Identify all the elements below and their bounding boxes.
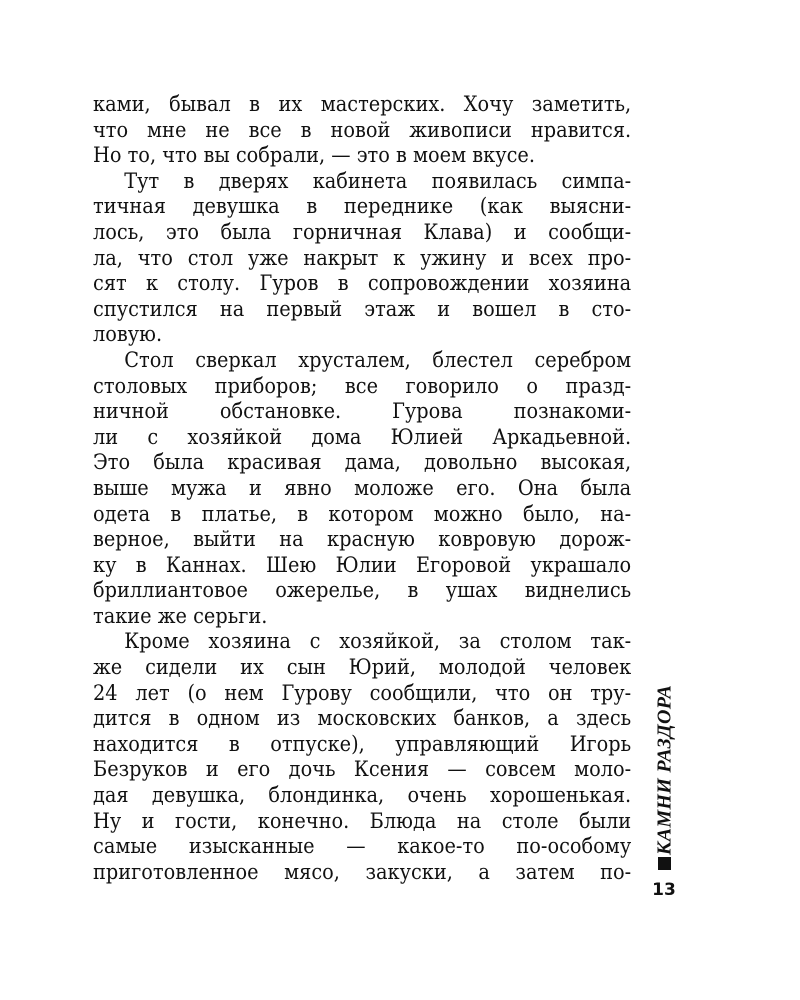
running-title-text: КАМНИ РАЗДОРА — [653, 684, 676, 856]
text-line-17: одета в платье, в котором можно было, на- — [93, 501, 632, 526]
square-marker-icon — [658, 857, 671, 870]
text-line-16: выше мужа и явно моложе его. Она была — [93, 475, 632, 500]
text-line-13: ничной обстановке. Гурова познакоми- — [93, 399, 632, 424]
page-body-text — [93, 92, 631, 885]
text-line-30: самые изысканные — какое-то по-особому — [93, 834, 632, 859]
text-line-22: Кроме хозяина с хозяйкой, за столом так- — [124, 629, 632, 654]
text-line-27: Безруков и его дочь Ксения — совсем моло- — [93, 757, 632, 782]
text-line-2: что мне не все в новой живописи нравится. — [93, 117, 632, 142]
page-number: 13 — [652, 880, 676, 900]
text-line-21: такие же серьги. — [93, 603, 268, 628]
text-line-14: ли с хозяйкой дома Юлией Аркадьевной. — [93, 424, 632, 449]
text-line-28: дая девушка, блондинка, очень хорошенькая. — [93, 783, 632, 808]
text-line-31: приготовленное мясо, закуски, а затем по- — [93, 859, 632, 884]
text-line-19: ку в Каннах. Шею Юлии Егоровой украшало — [93, 552, 632, 577]
text-line-8: сят к столу. Гуров в сопровождении хозяина — [93, 271, 632, 296]
text-line-3: Но то, что вы собрали, — это в моем вкусе. — [93, 143, 536, 168]
text-line-1: ками, бывал в их мастерских. Хочу заметить, — [93, 92, 632, 116]
text-line-24: 24 лет (о нем Гурову сообщили, что он тру- — [93, 680, 632, 705]
text-line-15: Это была красивая дама, довольно высокая, — [93, 450, 632, 475]
text-line-23: же сидели их сын Юрий, молодой человек — [93, 655, 632, 680]
text-line-29: Ну и гости, конечно. Блюда на столе были — [93, 808, 632, 833]
text-line-5: тичная девушка в переднике (как выясни- — [93, 194, 632, 219]
text-line-20: бриллиантовое ожерелье, в ушах виднелись — [93, 578, 632, 603]
text-line-26: находится в отпуске), управляющий Игорь — [93, 731, 632, 756]
text-line-18: верное, выйти на красную ковровую дорож- — [93, 527, 632, 552]
text-line-9: спустился на первый этаж и вошел в сто- — [93, 296, 632, 321]
text-line-25: дится в одном из московских банков, а здесь — [93, 706, 632, 731]
text-line-12: столовых приборов; все говорило о празд- — [93, 373, 632, 398]
text-line-7: ла, что стол уже накрыт к ужину и всех про- — [93, 245, 632, 270]
running-title — [650, 684, 680, 856]
text-line-6: лось, это была горничная Клава) и сообщи- — [93, 219, 632, 244]
text-line-10: ловую. — [93, 322, 163, 347]
text-line-11: Стол сверкал хрусталем, блестел серебром — [124, 347, 632, 372]
text-line-4: Тут в дверях кабинета появилась симпа- — [124, 168, 632, 193]
